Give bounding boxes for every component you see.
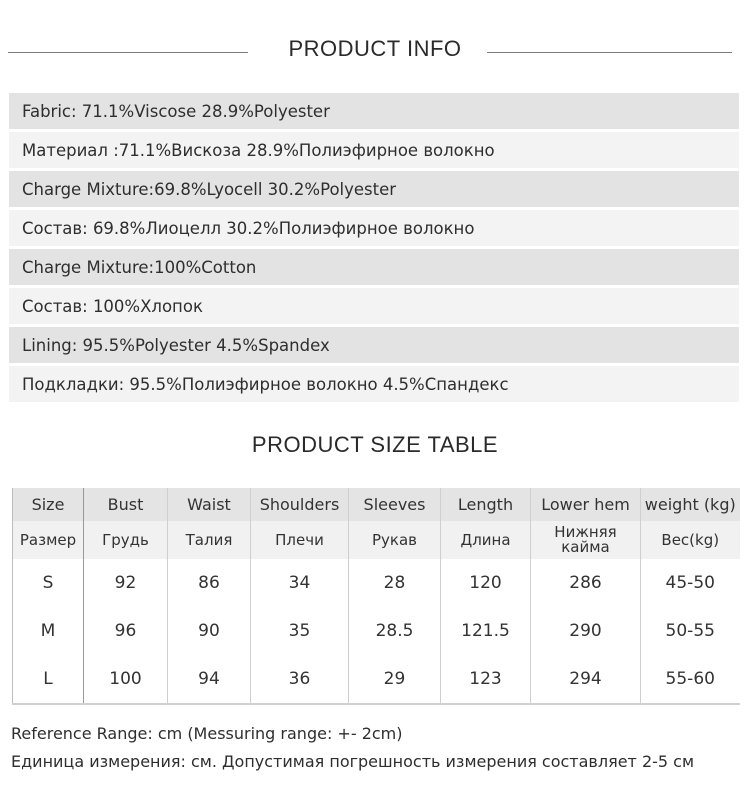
- cell-shoulders: 36: [251, 655, 349, 704]
- header-length: Length: [441, 488, 531, 521]
- reference-range-note: Reference Range: cm (Messuring range: +- 2cm): [11, 724, 403, 743]
- measurement-notes: [11, 724, 694, 780]
- header-weight: weight (kg): [641, 488, 740, 521]
- header-shoulders-ru: Плечи: [251, 521, 349, 559]
- size-table-title: PRODUCT SIZE TABLE: [251, 432, 499, 457]
- cell-bust: 96: [84, 607, 168, 655]
- cell-size: M: [13, 607, 84, 655]
- header-lower-hem: Lower hem: [531, 488, 641, 521]
- info-row-lining: Lining: 95.5%Polyester 4.5%Spandex: [9, 327, 739, 363]
- table-header-row-ru: [13, 521, 740, 559]
- header-bust: Bust: [84, 488, 168, 521]
- cell-weight: 50-55: [641, 607, 740, 655]
- cell-waist: 86: [168, 559, 251, 607]
- cell-size: S: [13, 559, 84, 607]
- cell-size: L: [13, 655, 84, 704]
- table-row: [13, 655, 740, 704]
- info-row-fabric: Fabric: 71.1%Viscose 28.9%Polyester: [9, 93, 739, 129]
- header-sleeves: Sleeves: [349, 488, 441, 521]
- info-row-composition-cotton-ru: Состав: 100%Хлопок: [9, 288, 739, 324]
- cell-sleeves: 28.5: [349, 607, 441, 655]
- header-waist: Waist: [168, 488, 251, 521]
- info-row-lining-ru: Подкладки: 95.5%Полиэфирное волокно 4.5%Спандекс: [9, 366, 739, 402]
- header-weight-ru: Вес(kg): [641, 521, 740, 559]
- info-row-charge-mixture-lyocell: Charge Mixture:69.8%Lyocell 30.2%Polyester: [9, 171, 739, 207]
- cell-length: 120: [441, 559, 531, 607]
- info-row-material-ru: Материал :71.1%Вискоза 28.9%Полиэфирное волокно: [9, 132, 739, 168]
- cell-length: 123: [441, 655, 531, 704]
- cell-waist: 90: [168, 607, 251, 655]
- table-row: [13, 559, 740, 607]
- header-length-ru: Длина: [441, 521, 531, 559]
- cell-bust: 100: [84, 655, 168, 704]
- header-size-ru: Размер: [13, 521, 84, 559]
- cell-shoulders: 35: [251, 607, 349, 655]
- divider-line-right: [487, 52, 732, 53]
- cell-bust: 92: [84, 559, 168, 607]
- cell-lower-hem: 290: [531, 607, 641, 655]
- cell-sleeves: 29: [349, 655, 441, 704]
- cell-sleeves: 28: [349, 559, 441, 607]
- reference-range-note-ru: Единица измерения: см. Допустимая погрешность измерения составляет 2-5 см: [11, 752, 695, 771]
- header-waist-ru: Талия: [168, 521, 251, 559]
- product-info-title: PRODUCT INFO: [288, 36, 462, 61]
- cell-shoulders: 34: [251, 559, 349, 607]
- cell-lower-hem: 294: [531, 655, 641, 704]
- header-shoulders: Shoulders: [251, 488, 349, 521]
- header-lower-hem-ru: Нижняя кайма: [531, 521, 641, 559]
- info-row-charge-mixture-cotton: Charge Mixture:100%Cotton: [9, 249, 739, 285]
- table-header-row-en: [13, 488, 740, 521]
- table-row: [13, 607, 740, 655]
- cell-length: 121.5: [441, 607, 531, 655]
- product-info-list: [9, 93, 739, 405]
- cell-lower-hem: 286: [531, 559, 641, 607]
- product-info-header: [0, 30, 750, 74]
- cell-weight: 45-50: [641, 559, 740, 607]
- header-sleeves-ru: Рукав: [349, 521, 441, 559]
- cell-weight: 55-60: [641, 655, 740, 704]
- info-row-composition-lyocell-ru: Состав: 69.8%Лиоцелл 30.2%Полиэфирное волокно: [9, 210, 739, 246]
- size-table: [12, 488, 740, 705]
- header-bust-ru: Грудь: [84, 521, 168, 559]
- cell-waist: 94: [168, 655, 251, 704]
- header-size: Size: [13, 488, 84, 521]
